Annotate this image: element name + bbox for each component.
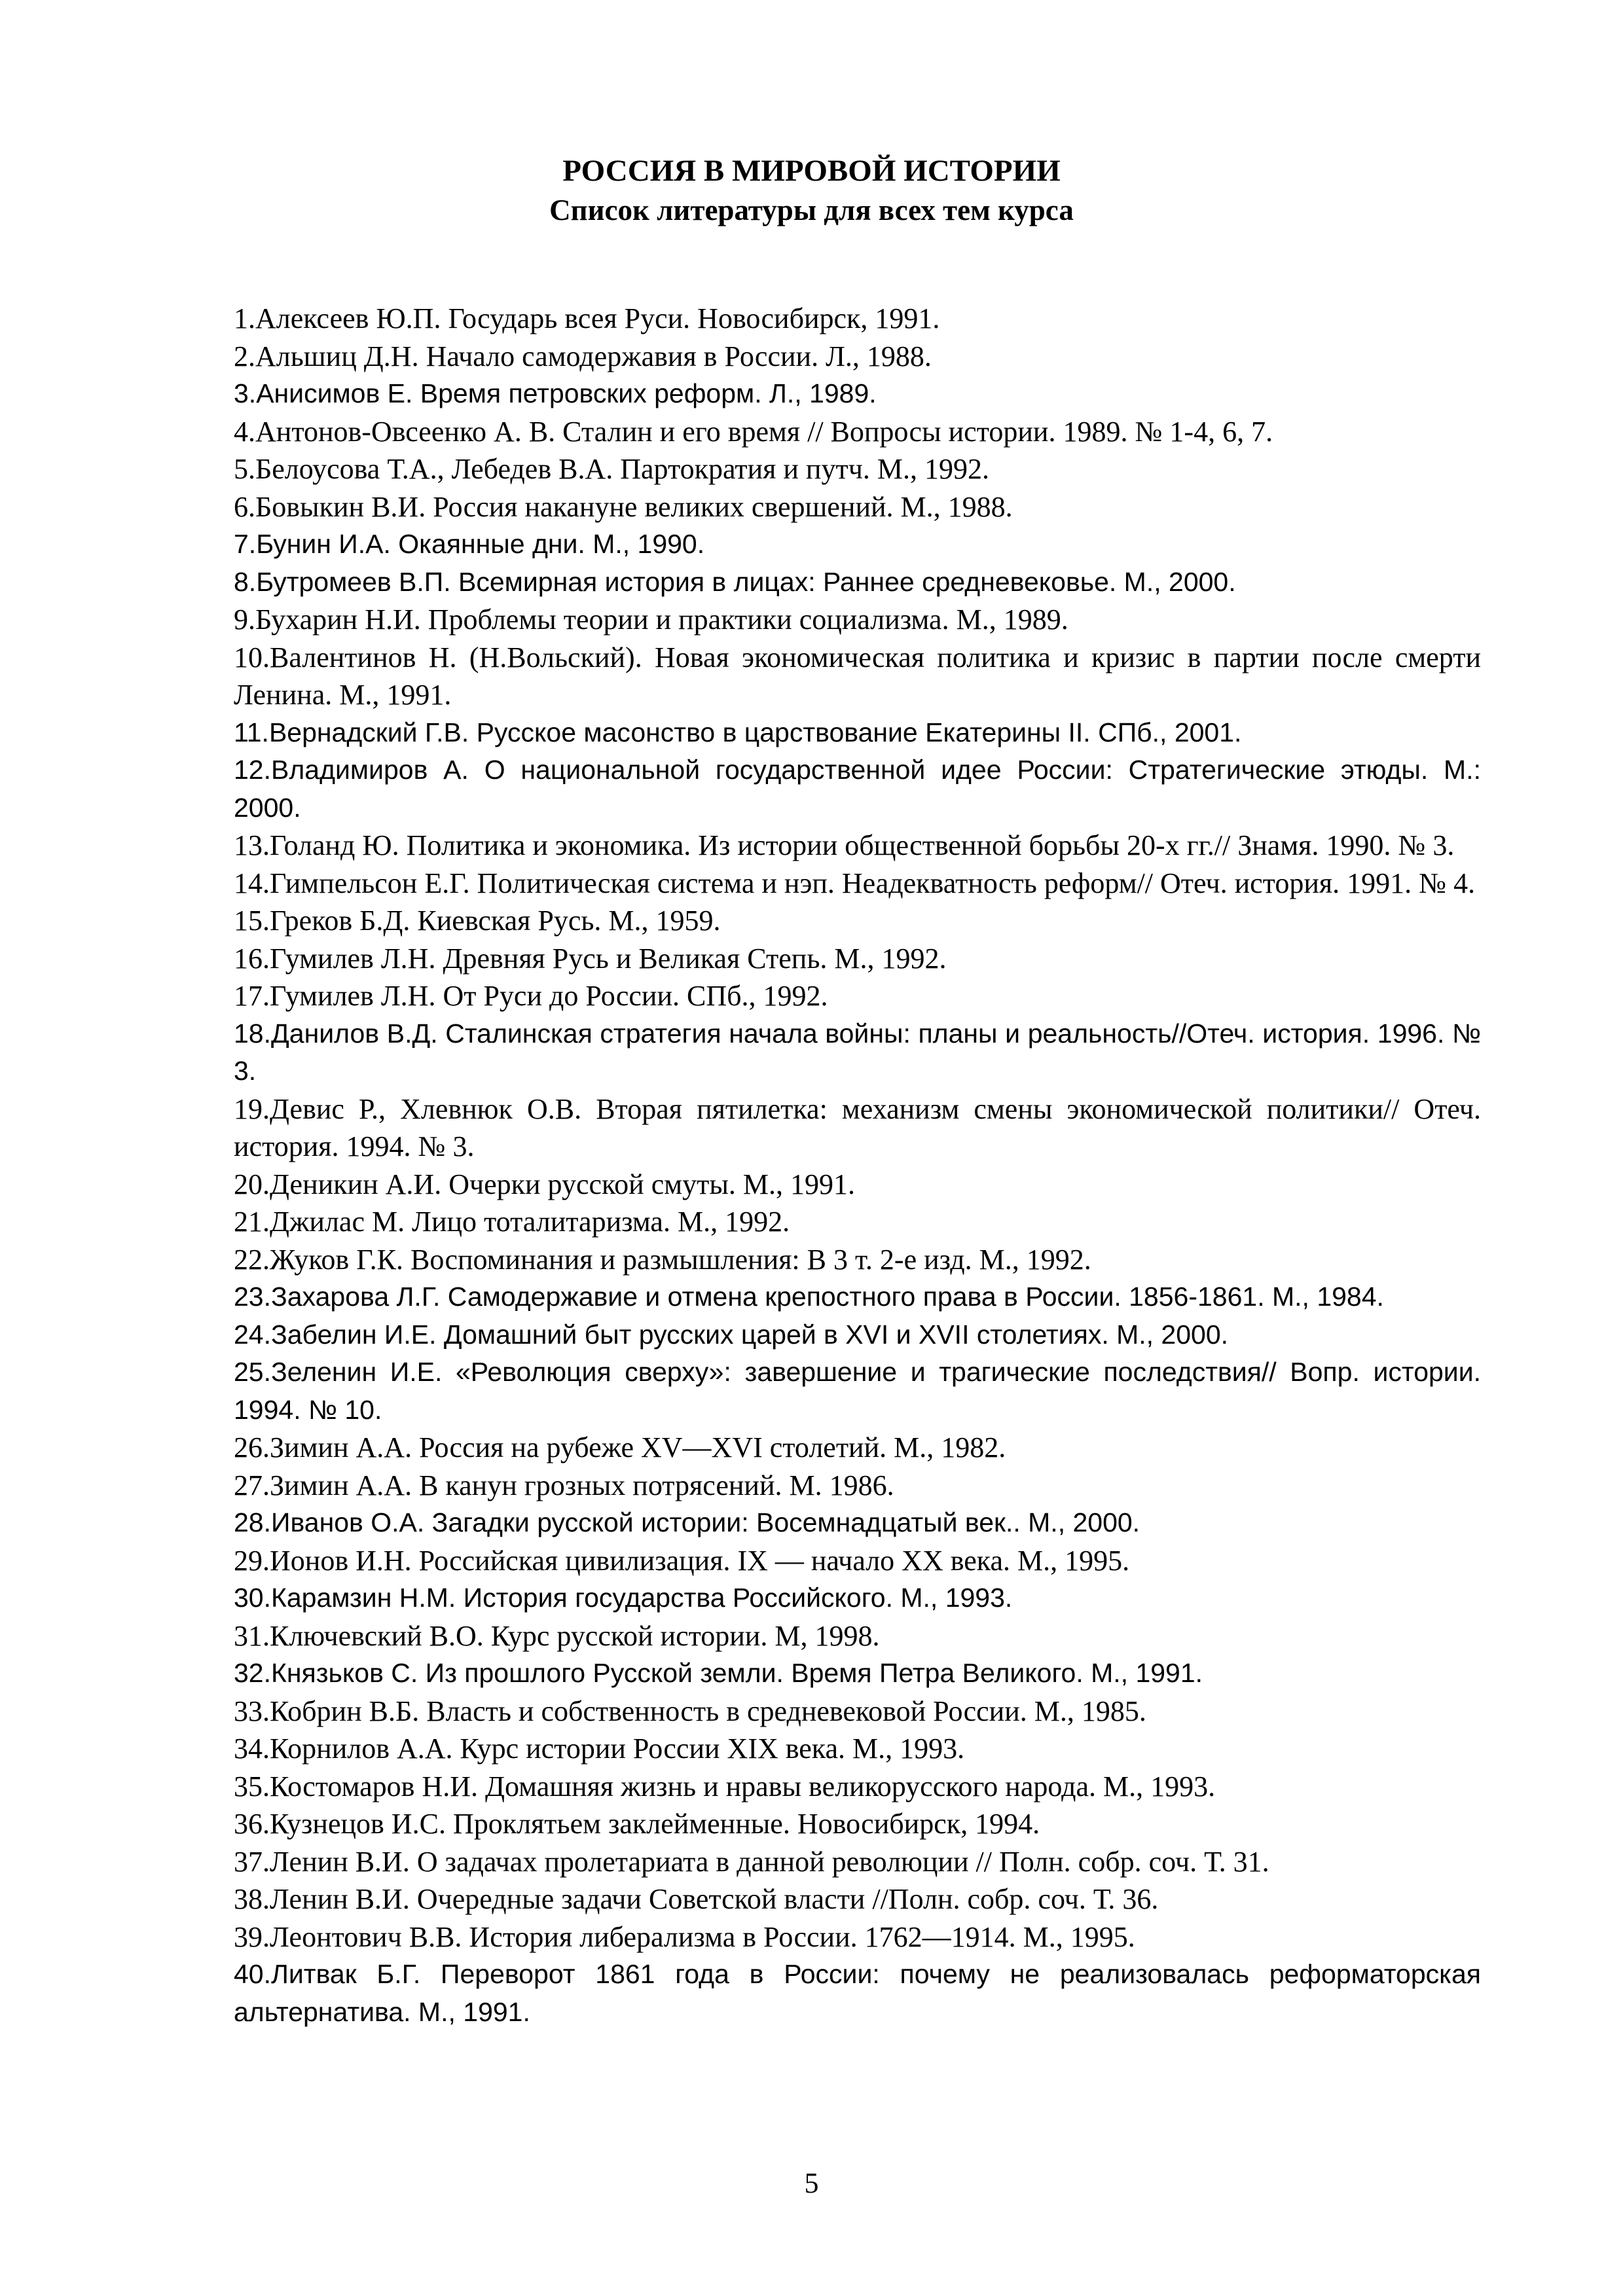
- bibliography-entry: 16.Гумилев Л.Н. Древняя Русь и Великая Степь. М., 1992.: [234, 942, 947, 975]
- bibliography-entry: 34.Корнилов А.А. Курс истории России XIX века. М., 1993.: [234, 1732, 965, 1765]
- bibliography-entry: 20.Деникин А.И. Очерки русской смуты. М., 1991.: [234, 1168, 856, 1200]
- bibliography-entry: 7.Бунин И.А. Окаянные дни. М., 1990.: [234, 529, 705, 559]
- bibliography-entry: 30.Карамзин Н.М. История государства Российского. М., 1993.: [234, 1583, 1013, 1613]
- bibliography-entry: 37.Ленин В.И. О задачах пролетариата в данной революции // Полн. собр. соч. Т. 31.: [234, 1845, 1269, 1878]
- bibliography-entry: 8.Бутромеев В.П. Всемирная история в лицах: Раннее средневековье. М., 2000.: [234, 566, 1236, 597]
- bibliography-entry: 18.Данилов В.Д. Сталинская стратегия начала войны: планы и реальность//Отеч. история. 1996. № 3.: [234, 1018, 1481, 1086]
- bibliography-entry: 2.Альшиц Д.Н. Начало самодержавия в России. Л., 1988.: [234, 340, 932, 372]
- bibliography-entry: 32.Князьков С. Из прошлого Русской земли. Время Петра Великого. М., 1991.: [234, 1658, 1203, 1688]
- bibliography-entry: 4.Антонов-Овсеенко А. В. Сталин и его время // Вопросы истории. 1989. № 1-4, 6, 7.: [234, 415, 1273, 448]
- bibliography-entry: 36.Кузнецов И.С. Проклятьем заклейменные. Новосибирск, 1994.: [234, 1808, 1040, 1840]
- bibliography-entry: 31.Ключевский В.О. Курс русской истории. М, 1998.: [234, 1619, 880, 1652]
- bibliography-entry: 23.Захарова Л.Г. Самодержавие и отмена крепостного права в России. 1856-1861. М., 1984.: [234, 1282, 1384, 1312]
- bibliography-entry: 33.Кобрин В.Б. Власть и собственность в средневековой России. М., 1985.: [234, 1695, 1146, 1727]
- bibliography-entry: 14.Гимпельсон Е.Г. Политическая система и нэп. Неадекватность реформ// Отеч. история. 1991. № 4.: [234, 867, 1476, 899]
- bibliography-entry: 10.Валентинов Н. (Н.Вольский). Новая экономическая политика и кризис в партии после смерти Ленина. М., 1991.: [234, 641, 1481, 711]
- bibliography-entry: 5.Белоусова Т.А., Лебедев В.А. Партократия и путч. М., 1992.: [234, 453, 989, 485]
- bibliography-entry: 19.Девис Р., Хлевнюк О.В. Вторая пятилетка: механизм смены экономической политики// Отеч. история. 1994. № 3.: [234, 1092, 1481, 1162]
- bibliography-entry: 40.Литвак Б.Г. Переворот 1861 года в России: почему не реализовалась реформаторская альтернатива. М., 1991.: [234, 1959, 1481, 2027]
- bibliography-entry: 39.Леонтович В.В. История либерализма в России. 1762—1914. М., 1995.: [234, 1920, 1135, 1953]
- page-number: 5: [804, 2167, 819, 2199]
- bibliography-entry: 22.Жуков Г.К. Воспоминания и размышления: В 3 т. 2-е изд. М., 1992.: [234, 1243, 1091, 1276]
- bibliography-entry: 6.Бовыкин В.И. Россия накануне великих свершений. М., 1988.: [234, 490, 1013, 523]
- document-title: РОССИЯ В МИРОВОЙ ИСТОРИИ: [562, 154, 1061, 188]
- bibliography-entry: 12.Владимиров А. О национальной государственной идее России: Стратегические этюды. М.: 2000.: [234, 755, 1481, 823]
- bibliography-entry: 29.Ионов И.Н. Российская цивилизация. IX — начало XX века. М., 1995.: [234, 1544, 1130, 1577]
- bibliography-entry: 24.Забелин И.Е. Домашний быт русских царей в XVI и XVII столетиях. М., 2000.: [234, 1319, 1229, 1350]
- bibliography-entry: 15.Греков Б.Д. Киевская Русь. М., 1959.: [234, 905, 721, 937]
- bibliography-entry: 9.Бухарин Н.И. Проблемы теории и практики социализма. М., 1989.: [234, 603, 1068, 636]
- document-subtitle: Список литературы для всех тем курса: [549, 194, 1074, 226]
- bibliography-list: [234, 300, 1481, 2031]
- bibliography-entry: 1.Алексеев Ю.П. Государь всея Руси. Новосибирск, 1991.: [234, 302, 940, 334]
- bibliography-entry: 11.Вернадский Г.В. Русское масонство в царствование Екатерины II. СПб., 2001.: [234, 717, 1242, 747]
- bibliography-entry: 26.Зимин А.А. Россия на рубеже XV—XVI столетий. М., 1982.: [234, 1431, 1006, 1463]
- bibliography-entry: 28.Иванов О.А. Загадки русской истории: Восемнадцатый век.. М., 2000.: [234, 1507, 1140, 1537]
- bibliography-entry: 17.Гумилев Л.Н. От Руси до России. СПб., 1992.: [234, 980, 828, 1012]
- bibliography-entry: 27.Зимин А.А. В канун грозных потрясений. М. 1986.: [234, 1469, 894, 1501]
- bibliography-entry: 13.Голанд Ю. Политика и экономика. Из истории общественной борьбы 20-х гг.// Знамя. 1990. № 3.: [234, 829, 1455, 861]
- bibliography-entry: 38.Ленин В.И. Очередные задачи Советской власти //Полн. собр. соч. Т. 36.: [234, 1883, 1159, 1915]
- bibliography-entry: 3.Анисимов Е. Время петровских реформ. Л., 1989.: [234, 378, 877, 408]
- bibliography-entry: 25.Зеленин И.Е. «Революция сверху»: завершение и трагические последствия// Вопр. истории. 1994. № 10.: [234, 1357, 1481, 1425]
- bibliography-entry: 21.Джилас М. Лицо тоталитаризма. М., 1992.: [234, 1206, 790, 1238]
- bibliography-entry: 35.Костомаров Н.И. Домашняя жизнь и нравы великорусского народа. М., 1993.: [234, 1770, 1216, 1803]
